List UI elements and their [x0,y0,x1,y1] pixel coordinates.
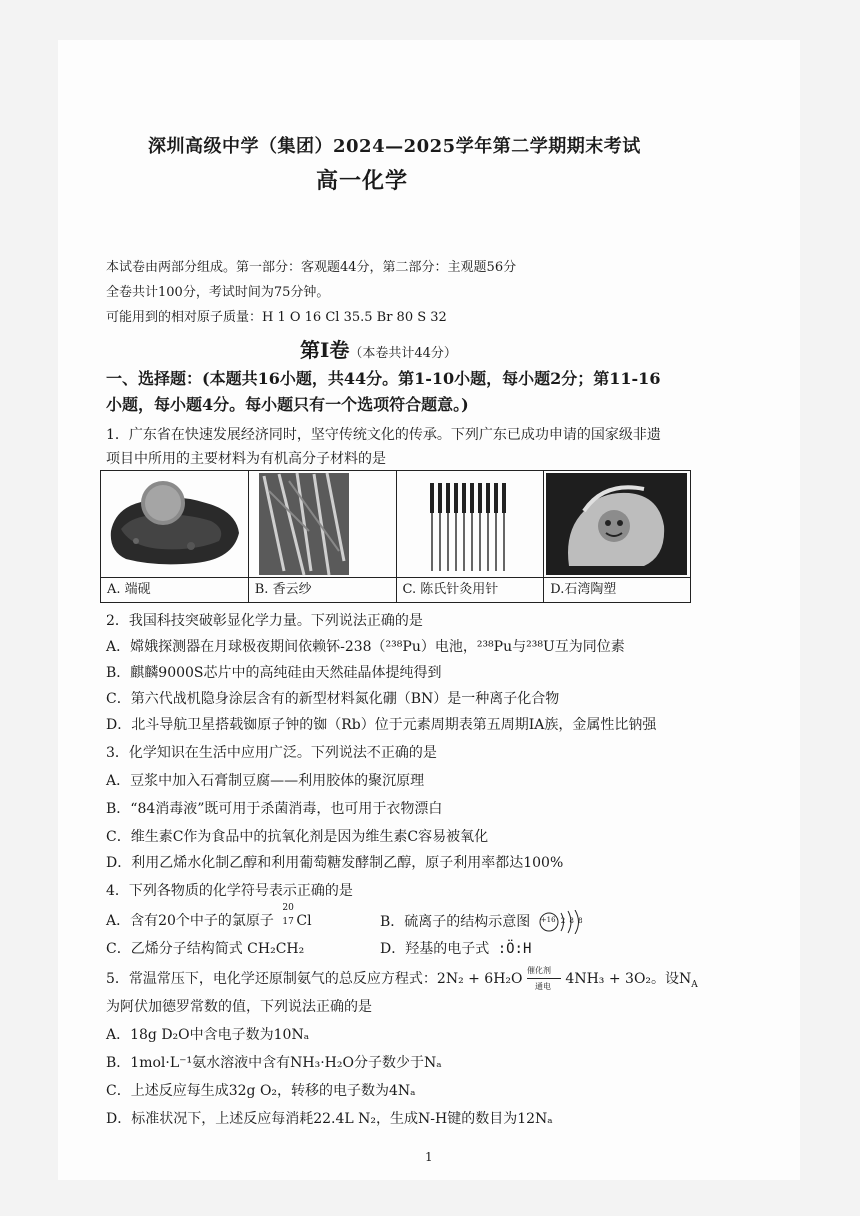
q1-option-a-cell [101,471,249,603]
q3-option-d: D．利用乙烯水化制乙醇和利用葡萄糖发酵制乙醇，原子利用率都达100% [106,855,564,871]
info-line-1: 本试卷由两部分组成。第一部分：客观题44分，第二部分：主观题56分 [106,260,517,275]
q3-option-b: B．“84消毒液”既可用于杀菌消毒，也可用于衣物漂白 [106,801,443,817]
q1-image-table [100,470,691,603]
q1-option-b-cell [248,471,396,603]
q1-option-d-cell [544,471,691,603]
q2-stem: 2．我国科技突破彰显化学力量。下列说法正确的是 [106,613,423,629]
fabric-image [249,471,396,577]
reaction-arrow [526,966,561,991]
chlorine-symbol: Cl [296,913,312,929]
q2-option-b: B．麒麟9000S芯片中的高纯硅由天然硅晶体提纯得到 [106,665,442,681]
q1-option-c-cell [396,471,544,603]
q2-option-c: C．第六代战机隐身涂层含有的新型材料氮化硼（BN）是一种离子化合物 [106,691,560,707]
electron-shells: 2 8 8 [560,917,584,925]
q5-option-b: B．1mol·L⁻¹氨水溶液中含有NH₃·H₂O分子数少于Nₐ [106,1055,442,1071]
q2-option-d: D．北斗导航卫星搭载铷原子钟的铷（Rb）位于元素周期表第五周期ⅠA族，金属性比钠强 [106,717,657,733]
arrow-condition-label: 通电 [534,982,551,991]
q3-option-c: C．维生素C作为食品中的抗氧化剂是因为维生素C容易被氧化 [106,829,489,845]
q4-option-a [106,903,312,930]
hydroxyl-electron-formula: :Ö:H [497,941,532,957]
info-line-2: 全卷共计100分，考试时间为75分钟。 [106,285,330,300]
part-1-note: （本卷共计44分） [349,346,457,361]
atomic-number: 17 [282,917,294,927]
info-line-3: 可能用到的相对原子质量：H 1 O 16 Cl 35.5 Br 80 S 32 [106,310,447,325]
q4-option-a-text: A．含有20个中子的氯原子 [106,913,274,929]
section-1-line-1: 一、选择题：(本题共16小题，共44分。第1-10小题，每小题2分；第11-16 [106,369,661,388]
q5-option-a: A．18g D₂O中含电子数为10Nₐ [106,1027,310,1043]
mass-number: 20 [282,903,294,913]
q4-option-c: C．乙烯分子结构简式 CH₂CH₂ [106,941,305,957]
needles-image [397,471,544,577]
q1-stem-1: 1．广东省在快速发展经济同时，坚守传统文化的传承。下列广东已成功申请的国家级非遗 [106,427,661,443]
ceramic-figure-image [544,471,690,577]
q1-option-a: A. 端砚 [101,577,248,602]
inkstone-image [101,471,248,577]
part-1-heading [300,334,457,363]
q5-stem-2: 为阿伏加德罗常数的值，下列说法正确的是 [106,999,372,1015]
q1-stem-2: 项目中所用的主要材料为有机高分子材料的是 [106,451,386,467]
page-number: 1 [425,1150,433,1164]
q3-option-a: A．豆浆中加入石膏制豆腐——利用胶体的聚沉原理 [106,773,425,789]
q4-stem: 4．下列各物质的化学符号表示正确的是 [106,883,353,899]
q2-option-a: A．嫦娥探测器在月球极夜期间依赖钚-238（²³⁸Pu）电池，²³⁸Pu与²³⁸U互为同位素 [106,639,625,655]
part-1-title: 第Ⅰ卷 [300,338,350,362]
q4-option-d [380,938,531,958]
arrow-catalyst-label: 催化剂 [526,966,551,975]
q5-stem-subscript: A [691,979,698,990]
chlorine-nuclide-notation [282,903,296,927]
q5-option-c: C．上述反应每生成32g O₂，转移的电子数为4Nₐ [106,1083,416,1099]
q1-option-c: C. 陈氏针灸用针 [397,577,544,602]
q1-option-d: D.石湾陶塑 [544,577,690,602]
exam-subject: 高一化学 [316,168,409,194]
q3-stem: 3．化学知识在生活中应用广泛。下列说法不正确的是 [106,745,437,761]
arrow-line [527,978,561,979]
section-1-line-2: 小题，每小题4分。每小题只有一个选项符合题意。) [106,395,469,414]
q5-option-d: D．标准状况下，上述反应每消耗22.4L N₂，生成N-H键的数目为12Nₐ [106,1111,553,1127]
exam-title: 深圳高级中学（集团）2024—2025学年第二学期期末考试 [148,136,641,157]
q4-option-d-text: D．羟基的电子式 [380,941,490,957]
q5-stem-part-a: 5．常温常压下，电化学还原制氨气的总反应方程式：2N₂ + 6H₂O [106,971,523,987]
q4-option-b-text: B．硫离子的结构示意图 [380,914,531,930]
q5-stem-1 [106,968,698,990]
q1-option-b: B. 香云纱 [249,577,396,602]
sulfide-ion-structure-diagram [539,910,583,934]
q5-stem-part-b: 4NH₃ + 3O₂。设N [565,971,692,987]
nucleus-charge: +16 [540,916,556,924]
q4-option-b [380,910,583,934]
